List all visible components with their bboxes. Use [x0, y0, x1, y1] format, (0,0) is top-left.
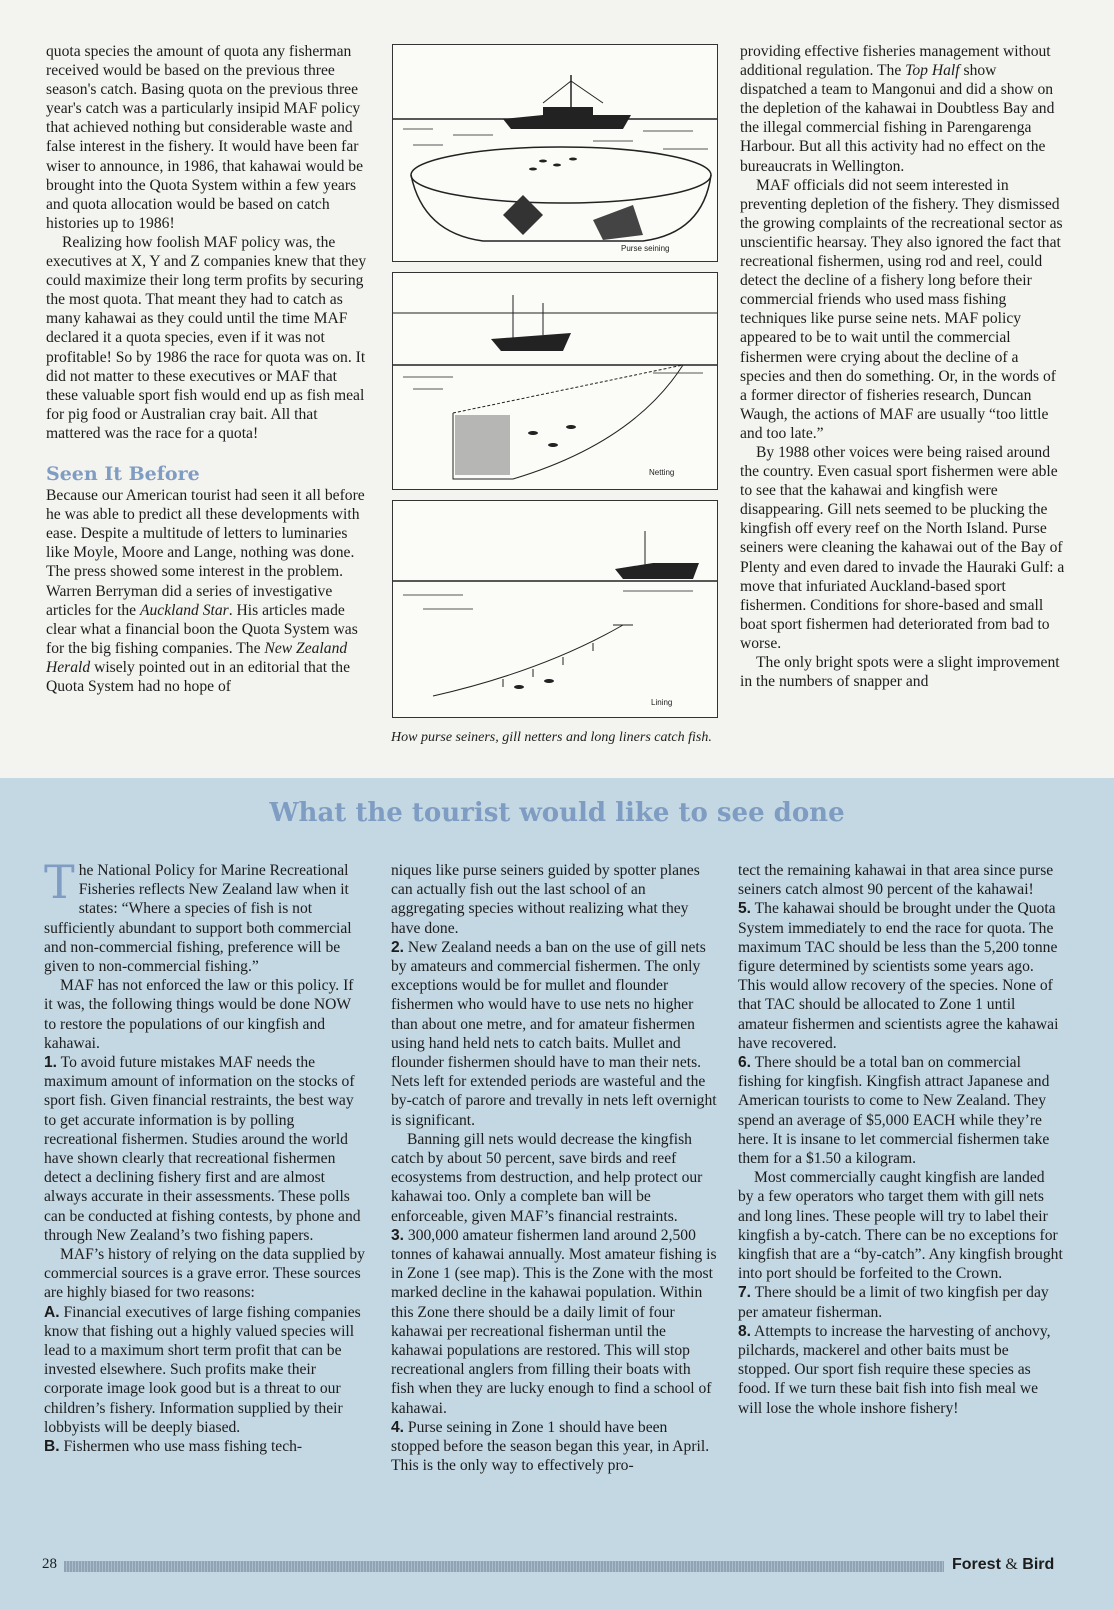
- paragraph: MAF officials did not seem interested in preventing depletion of the fishery. They dismissed the growing complaints of the recreational sector as unscientific hearsay. They also ignored the fact that recreational fishermen, using rod and reel, could detect the decline of a fishery long before their commercial friends who used mass fishing techniques like purse seine nets. MAF policy appeared to be to wait until the commercial fishermen were crying about the decline of a species and then do something. Or, in the words of a former director of fisheries research, Duncan Waugh, the actions of MAF are usually “too little and too late.”: [740, 176, 1063, 442]
- top-column-1: [46, 42, 370, 696]
- list-item: A. Financial executives of large fishing companies know that fishing out a highly valued species will lead to a maximum short term profit that can be invested elsewhere. Such profits make their corporate image look good but is a threat to our children’s fishery. Information supplied by their lobbyists will be deeply biased.: [44, 1303, 361, 1436]
- list-item: 7. There should be a limit of two kingfish per day per amateur fisherman.: [738, 1284, 1049, 1321]
- list-item: 3. 300,000 amateur fishermen land around 2,500 tonnes of kahawai annually. Most amateur fishing is in Zone 1 (see map). This is the Zone with the most marked decline in the kahawai population. Within this Zone there should be a daily limit of four kahawai per recreational fisherman until the kahawai populations are restored. This will stop recreational anglers from filling their boats with fish when they are lucky enough to find a school of kahawai.: [391, 1226, 717, 1417]
- list-item: B. Fishermen who use mass fishing tech-: [44, 1438, 303, 1456]
- paragraph: Banning gill nets would decrease the kingfish catch by about 50 percent, save birds and reef ecosystems from destruction, and help protect our kahawai too. Only a complete ban will be enforceable, given MAF’s financial restraints.: [391, 1130, 703, 1225]
- paragraph: tect the remaining kahawai in that area since purse seiners catch almost 90 percent of the kahawai!: [738, 862, 1054, 899]
- paragraph: MAF’s history of relying on the data supplied by commercial sources is a grave error. These sources are highly biased for two reasons:: [44, 1246, 365, 1302]
- footer-rule: [64, 1561, 944, 1572]
- paragraph: Because our American tourist had seen it all before he was able to predict all these developments with ease. Despite a multitude of letters to luminaries like Moyle, Moore and Lange, nothing was done. The press showed some interest in the problem. Warren Berryman did a series of investigative articles for the Auckland Star. His articles made clear what a financial boon the Quota System was for the big fishing companies. The New Zealand Herald wisely pointed out in an editorial that the Quota System had no hope of: [46, 487, 365, 695]
- top-column-3: [740, 42, 1066, 691]
- magazine-name: Forest & Bird: [952, 1556, 1055, 1573]
- list-item: 5. The kahawai should be brought under the Quota System immediately to end the race for quota. The maximum TAC should be less than the 5,200 tonne figure determined by scientists some years ago. This would allow recovery of the species. None of that TAC should be allocated to Zone 1 until amateur fishermen and scientists agree the kahawai have recovered.: [738, 900, 1059, 1052]
- list-item: 6. There should be a total ban on commercial fishing for kingfish. Kingfish attract Japanese and American tourists to come to New Zealand. They spend an average of $5,000 EACH while they’re here. It is insane to let commercial fishermen take them for a $1.50 a kilogram.: [738, 1054, 1050, 1168]
- lining-illustration: [393, 501, 717, 717]
- publication-name: Auckland Star: [139, 601, 229, 619]
- paragraph: By 1988 other voices were being raised around the country. Even casual sport fishermen were able to see that the kahawai and kingfish were disappearing. Gill nets seemed to be plucking the kingfish off every reef on the North Island. Purse seiners were cleaning the kahawai out of the Bay of Plenty and even dared to invade the Hauraki Gulf: a move that infuriated Auckland-based sport fishermen. Conditions for shore-based and small boat sport fishermen had deteriorated from bad to worse.: [740, 443, 1065, 652]
- page-number: 28: [42, 1556, 57, 1572]
- paragraph: providing effective fisheries management without additional regulation. The Top Half show dispatched a team to Mangonui and did a show on the depletion of the kahawai in Doubtless Bay and the illegal commercial fishing in Parengarenga Harbour. But all this activity had no effect on the bureaucrats in Wellington.: [740, 43, 1055, 175]
- figure-label: Netting: [649, 468, 675, 477]
- bottom-column-2: [391, 861, 717, 1476]
- figure-label: Purse seining: [621, 244, 670, 253]
- bottom-column-3: [738, 861, 1064, 1418]
- drop-cap: T: [44, 855, 75, 909]
- paragraph: MAF has not enforced the law or this policy. If it was, the following things would be done NOW to restore the populations of our kingfish and kahawai.: [44, 977, 354, 1052]
- page-footer: [0, 1556, 1114, 1578]
- paragraph: The only bright spots were a slight improvement in the numbers of snapper and: [740, 654, 1060, 691]
- bottom-column-1: [44, 855, 366, 1456]
- publication-name: New Zealand Herald: [46, 639, 348, 676]
- paragraph: The National Policy for Marine Recreational Fisheries reflects New Zealand law when it states: “Where a species of fish is not sufficiently abundant to support both commercial and non-commercial fishing, preference will be given to non-commercial fishing.”: [44, 855, 352, 976]
- sidebar-heading: What the tourist would like to see done: [269, 798, 845, 828]
- netting-illustration: [393, 273, 717, 489]
- paragraph: niques like purse seiners guided by spotter planes can actually fish out the last school of an aggregating species without realizing what they have done.: [391, 862, 700, 937]
- list-item: 8. Attempts to increase the harvesting of anchovy, pilchards, mackerel and other baits must be stopped. Our sport fish require these species as food. If we turn these bait fish into fish meal we will lose the whole inshore fishery!: [738, 1322, 1051, 1417]
- figure-netting: [392, 272, 718, 490]
- show-name: Top Half: [905, 62, 960, 80]
- subheading: Seen It Before: [46, 462, 200, 485]
- paragraph: Most commercially caught kingfish are landed by a few operators who target them with gill nets and long lines. These people will try to label their kingfish a by-catch. There can be no exceptions for kingfish that are a “by-catch”. Any kingfish brought into port should be forfeited to the Crown.: [738, 1169, 1063, 1283]
- figure-lining: [392, 500, 718, 718]
- paragraph: Realizing how foolish MAF policy was, the executives at X, Y and Z companies knew that they could maximize their long term profits by securing the most quota. That meant they had to catch as many kahawai as they could until the time MAF declared it a quota species, even if it was not profitable! So by 1986 the race for quota was on. It did not matter to these executives or MAF that these valuable sport fish would end up as fish meal for pig food or Australian cray bait. All that mattered was the race for a quota!: [46, 233, 367, 442]
- figure-purse-seining: [392, 44, 718, 262]
- list-item: 2. New Zealand needs a ban on the use of gill nets by amateurs and commercial fishermen. The only exceptions would be for mullet and flounder fishermen who would have to use nets no higher than about one metre, and for amateur fishermen using hand held nets to catch baits. Mullet and flounder fishermen should have to man their nets. Nets left for extended periods are wasteful and the by-catch of parore and trevally in nets left overnight is significant.: [391, 938, 717, 1129]
- list-item: 4. Purse seining in Zone 1 should have been stopped before the season began this year, in April. This is the only way to effectively pro-: [391, 1418, 710, 1475]
- purse-seining-illustration: [393, 45, 717, 261]
- figure-label: Lining: [651, 698, 673, 707]
- paragraph: quota species the amount of quota any fisherman received would be based on the previous three season's catch. Basing quota on the previous three year's catch was a particularly insipid MAF policy that achieved nothing but considerable waste and false interest in the fishery. It would have been far wiser to announce, in 1986, that kahawai would be brought into the Quota System within a few years and quota allocation would be based on catch histories up to 1986!: [46, 43, 363, 232]
- list-item: 1. To avoid future mistakes MAF needs the maximum amount of information on the stocks of sport fish. Given financial restraints, the best way to get accurate information is by polling recreational fishermen. Studies around the world have shown clearly that recreational fishermen detect a declining fishery first and are almost always accurate in their assessments. These polls can be conducted at fishing contests, by phone and through New Zealand’s two fishing papers.: [44, 1054, 361, 1244]
- figure-caption: How purse seiners, gill netters and long liners catch fish.: [391, 730, 712, 745]
